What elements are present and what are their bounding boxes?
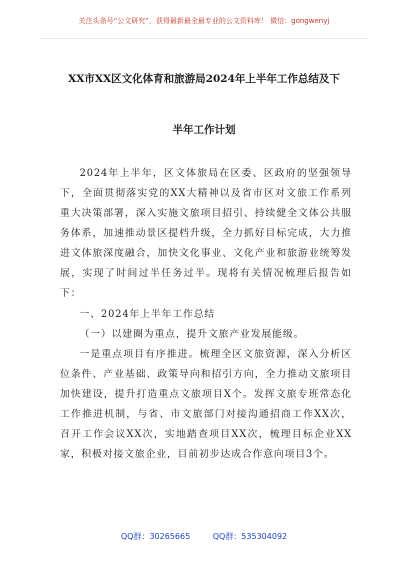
document-body	[60, 164, 352, 465]
intro-paragraph: 2024年上半年，区文体旅局在区委、区政府的坚强领导下，全面贯彻落实党的XX大精神以及省市区对文旅工作系列重大决策部署，深入实施文旅项目招引、持续健全文体公共服务体系，加速推动景区提档升级，全力抓好目标完成，大力推进文体旅深度融合，加快文化事业、文化产业和旅游业统筹发展，实现了时间过半任务过半。现将有关情况梳理后报告如下：	[60, 168, 352, 299]
subsection-heading: （一）以建圈为重点，提升文旅产业发展能级。	[79, 329, 305, 340]
footer-qq-group-2: QQ群：535304092	[212, 532, 288, 541]
document-title-line2: 半年工作计划	[172, 124, 236, 136]
section-heading: 一、2024年上半年工作总结	[79, 309, 216, 320]
header-divider	[40, 38, 368, 39]
body-paragraph: 一是重点项目有序推进。梳理全区文旅资源，深入分析区位条件、产业基础、政策导向和招引方向，全力推动文旅项目加快建设，提升打造重点文旅项目X个。发挥文旅专班常态化工作推进机制，与省、市文旅部门对接沟通招商工作XX次，召开工作会议XX次，实地踏查项目XX次，梳理目标企业XX家，积极对接文旅企业，目前初步达成合作意向项目3个。	[60, 349, 352, 460]
header-notice: 关注头条号“公文研究”，获得最新最全最专业的公文资料库！ 微信：gongwenyj	[78, 17, 330, 25]
document-title-line1: XX市XX区文化体育和旅游局2024年上半年工作总结及下	[68, 73, 340, 85]
footer-contacts	[0, 531, 408, 542]
footer-qq-group-1: QQ群：30265665	[120, 532, 191, 541]
